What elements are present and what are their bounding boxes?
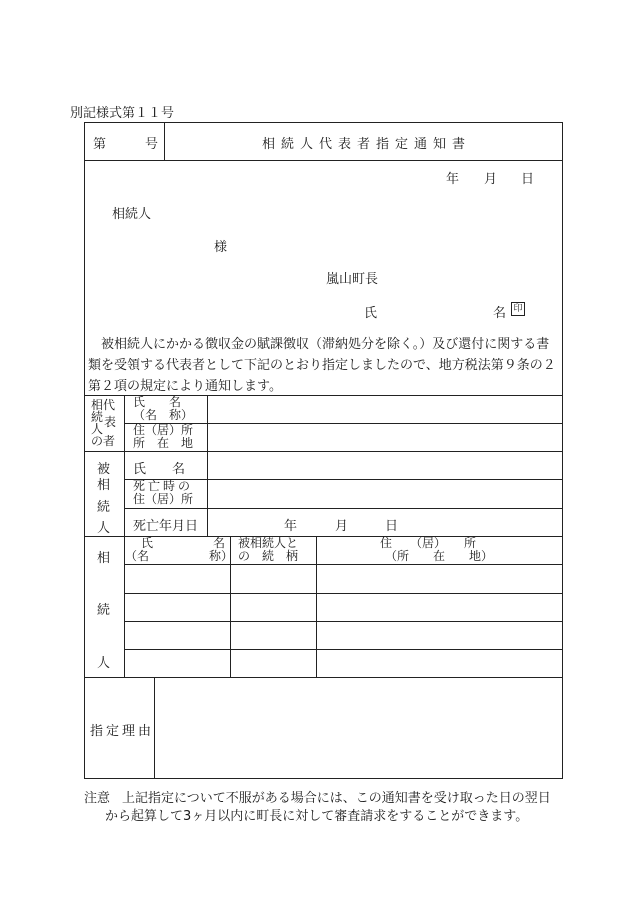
rep-address-label-top: 住（居）所 — [133, 423, 194, 437]
heirs-side-3: 人 — [97, 656, 111, 671]
rep-side-label-c: 表 — [104, 415, 117, 429]
rep-address-label-bottom: 所 在 地 — [133, 436, 194, 450]
heirs-col-address-bottom: （所 在 地） — [385, 549, 494, 563]
heirs-col-relation-bottom: の 続 柄 — [238, 549, 299, 563]
heirs-col-address-top: 住 （居） 所 — [380, 536, 477, 550]
seal-mark: 印 — [511, 302, 525, 316]
rep-name-label-bottom: （名 称） — [133, 408, 194, 422]
border-bottom — [84, 778, 563, 779]
reason-field[interactable] — [156, 679, 561, 777]
deceased-address-label-bottom: 住（居）所 — [133, 492, 194, 506]
note-prefix: 注意 — [84, 791, 111, 806]
heirs-col-relation-top: 被相続人と — [238, 536, 299, 550]
heir-address-cell[interactable] — [317, 565, 561, 592]
rep-side-label-b: 続 — [91, 410, 104, 424]
number-suffix: 号 — [145, 137, 159, 152]
issuer-name-right: 名 — [493, 306, 507, 321]
heirs-col-name-top: 氏 名 — [141, 536, 226, 550]
issuer-title: 嵐山町長 — [326, 272, 379, 287]
death-date-year: 年 — [284, 519, 298, 534]
heirs-side-2: 続 — [97, 603, 111, 618]
heir-relation-cell[interactable] — [231, 565, 315, 592]
date-month: 月 — [484, 172, 498, 187]
document-title: 相続人代表者指定通知書 — [262, 137, 472, 152]
heirs-side-1: 相 — [97, 551, 111, 566]
deceased-side-1: 被 — [97, 462, 111, 477]
note-line-1: 上記指定について不服がある場合には、この通知書を受け取った日の翌日 — [122, 791, 551, 806]
rep-side-label-e: の者 — [91, 434, 116, 448]
heirs-col-name-bottom: （名 称） — [125, 549, 234, 563]
deceased-side-3: 続 — [97, 500, 111, 515]
number-prefix: 第 — [93, 137, 107, 152]
rep-name-label-top: 氏 名 — [133, 395, 182, 409]
issuer-name-left: 氏 — [364, 306, 378, 321]
heir-name-cell[interactable] — [125, 565, 229, 592]
notice-body: 被相続人にかかる徴収金の賦課徴収（滞納処分を除く。）及び還付に関する書類を受領する代表者として下記のとおり指定しましたので、地方税法第９条の２第２項の規定により通知します。 — [88, 337, 556, 394]
death-date-day: 日 — [385, 519, 399, 534]
deceased-side-4: 人 — [97, 521, 111, 536]
addressee-label: 相続人 — [112, 207, 152, 222]
date-day: 日 — [521, 172, 535, 187]
date-year: 年 — [446, 172, 460, 187]
note-line-2: から起算して3ヶ月以内に町長に対して審査請求をすることができます。 — [105, 809, 529, 824]
death-date-month: 月 — [335, 519, 349, 534]
deceased-name-label: 氏 名 — [133, 462, 186, 477]
death-date-label: 死亡年月日 — [133, 519, 199, 534]
form-number-label: 別記様式第１１号 — [70, 106, 175, 121]
reason-label: 指定理由 — [90, 724, 155, 739]
border-top — [84, 122, 563, 123]
deceased-side-2: 相 — [97, 478, 111, 493]
rep-side-label-d: 人 — [91, 422, 104, 436]
rep-side-label-a: 相代 — [91, 398, 116, 412]
addressee-honorific: 様 — [214, 240, 228, 255]
deceased-address-label-top: 死亡時の — [133, 479, 194, 493]
